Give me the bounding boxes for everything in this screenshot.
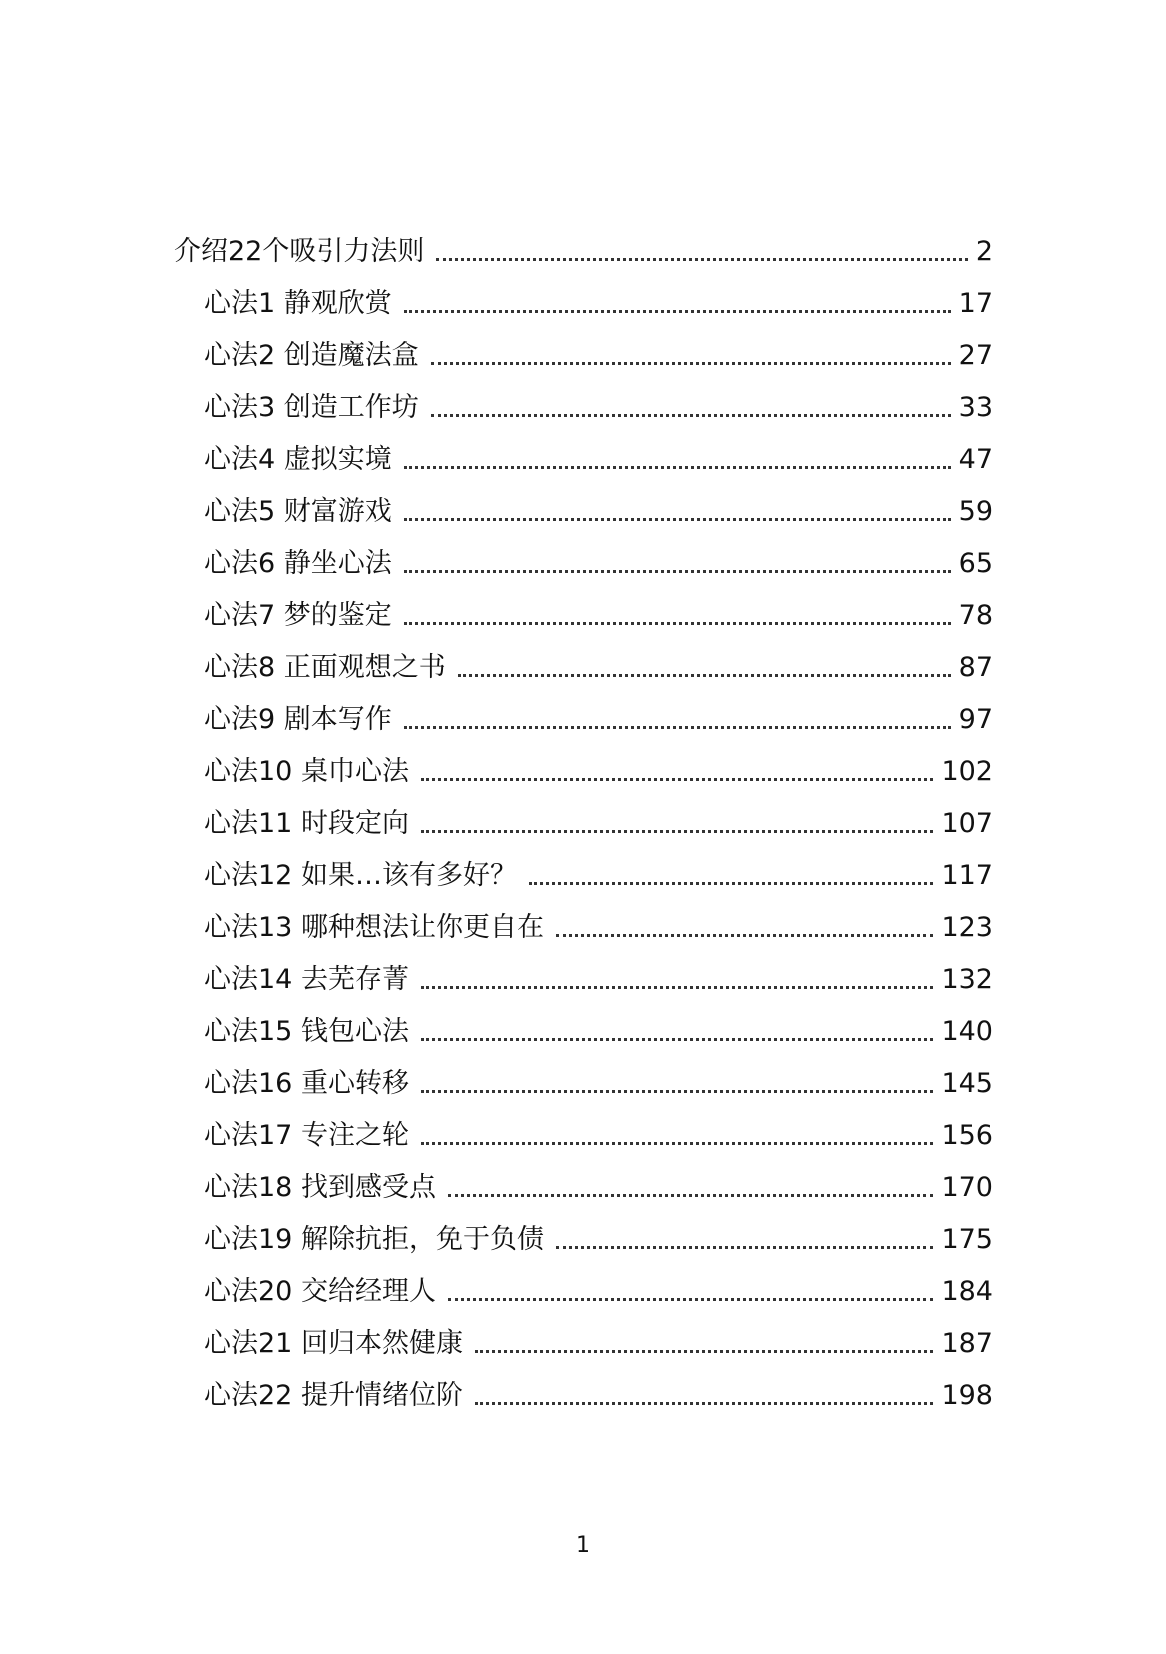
toc-entry-title: 心法19 解除抗拒，免于负债	[204, 1224, 544, 1255]
toc-entry[interactable]	[204, 694, 993, 746]
dot-leader	[421, 986, 934, 989]
toc-entry[interactable]	[204, 1110, 993, 1162]
toc-entry-page-number: 27	[958, 340, 993, 371]
toc-entry[interactable]	[204, 1214, 993, 1266]
toc-entry[interactable]	[204, 1266, 993, 1318]
toc-entry[interactable]	[204, 1162, 993, 1214]
toc-entry-page-number: 175	[941, 1224, 993, 1255]
toc-entry[interactable]	[204, 382, 993, 434]
dot-leader	[404, 622, 951, 625]
dot-leader	[421, 1090, 934, 1093]
toc-entry-page-number: 123	[941, 912, 993, 943]
dot-leader	[475, 1402, 934, 1405]
toc-entry-title: 心法22 提升情绪位阶	[204, 1380, 463, 1411]
dot-leader	[448, 1194, 934, 1197]
toc-entry-title: 心法21 回归本然健康	[204, 1328, 463, 1359]
toc-entry-title: 心法9 剧本写作	[204, 704, 392, 735]
dot-leader	[404, 466, 951, 469]
toc-entry-page-number: 117	[941, 860, 993, 891]
dot-leader	[556, 1246, 934, 1249]
toc-entry-page-number: 140	[941, 1016, 993, 1047]
toc-entry-page-number: 2	[975, 236, 993, 267]
toc-entry[interactable]	[204, 1318, 993, 1370]
toc-entry-page-number: 132	[941, 964, 993, 995]
toc-entry-title: 心法10 桌巾心法	[204, 756, 409, 787]
toc-entry[interactable]	[204, 902, 993, 954]
dot-leader	[404, 310, 951, 313]
toc-entry-title: 心法7 梦的鉴定	[204, 600, 392, 631]
toc-entry[interactable]	[204, 434, 993, 486]
toc-entry-title: 心法6 静坐心法	[204, 548, 392, 579]
toc-entry-title: 心法11 时段定向	[204, 808, 409, 839]
toc-entry-page-number: 156	[941, 1120, 993, 1151]
toc-entry[interactable]	[204, 798, 993, 850]
toc-entry-title: 心法5 财富游戏	[204, 496, 392, 527]
toc-entry-page-number: 198	[941, 1380, 993, 1411]
dot-leader	[529, 882, 934, 885]
toc-entry[interactable]	[204, 954, 993, 1006]
toc-entry[interactable]	[204, 1370, 993, 1422]
toc-entry-page-number: 59	[958, 496, 993, 527]
toc-entry[interactable]	[204, 590, 993, 642]
toc-entry-title: 心法16 重心转移	[204, 1068, 409, 1099]
dot-leader	[458, 674, 951, 677]
toc-entry-page-number: 184	[941, 1276, 993, 1307]
toc-entry[interactable]	[204, 538, 993, 590]
toc-entry-title: 心法18 找到感受点	[204, 1172, 436, 1203]
toc-entry-title: 心法3 创造工作坊	[204, 392, 419, 423]
toc-entry-page-number: 78	[958, 600, 993, 631]
toc-entry-title: 心法12 如果…该有多好？	[204, 860, 517, 891]
toc-entry-page-number: 87	[958, 652, 993, 683]
dot-leader	[421, 1038, 934, 1041]
dot-leader	[421, 778, 934, 781]
toc-entry[interactable]	[204, 1006, 993, 1058]
toc-entry[interactable]	[204, 330, 993, 382]
dot-leader	[448, 1298, 934, 1301]
dot-leader	[404, 518, 951, 521]
dot-leader	[475, 1350, 934, 1353]
toc-entry-page-number: 47	[958, 444, 993, 475]
toc-entry-page-number: 102	[941, 756, 993, 787]
toc-entry-title: 介绍22个吸引力法则	[174, 236, 425, 267]
toc-entry[interactable]	[204, 278, 993, 330]
dot-leader	[404, 570, 951, 573]
toc-entry-page-number: 145	[941, 1068, 993, 1099]
toc-entry-title: 心法1 静观欣赏	[204, 288, 392, 319]
toc-entry-title: 心法8 正面观想之书	[204, 652, 446, 683]
toc-entry-title: 心法4 虚拟实境	[204, 444, 392, 475]
toc-entry-title: 心法14 去芜存菁	[204, 964, 409, 995]
table-of-contents	[0, 226, 1166, 1422]
toc-entry-page-number: 65	[958, 548, 993, 579]
dot-leader	[431, 414, 951, 417]
toc-entry-page-number: 187	[941, 1328, 993, 1359]
toc-entry-title: 心法13 哪种想法让你更自在	[204, 912, 544, 943]
toc-entry[interactable]	[204, 486, 993, 538]
toc-entry-page-number: 33	[958, 392, 993, 423]
dot-leader	[421, 1142, 934, 1145]
toc-entry-intro[interactable]	[174, 226, 993, 278]
toc-entry-title: 心法15 钱包心法	[204, 1016, 409, 1047]
dot-leader	[404, 726, 951, 729]
toc-entry[interactable]	[204, 642, 993, 694]
toc-entry[interactable]	[204, 1058, 993, 1110]
toc-entry-title: 心法17 专注之轮	[204, 1120, 409, 1151]
dot-leader	[556, 934, 934, 937]
toc-entry-page-number: 17	[958, 288, 993, 319]
dot-leader	[421, 830, 934, 833]
toc-entry-page-number: 97	[958, 704, 993, 735]
toc-entry-page-number: 107	[941, 808, 993, 839]
toc-entry-title: 心法20 交给经理人	[204, 1276, 436, 1307]
dot-leader	[431, 362, 951, 365]
toc-entry[interactable]	[204, 850, 993, 902]
page-number-footer: 1	[576, 1533, 590, 1558]
toc-entry-title: 心法2 创造魔法盒	[204, 340, 419, 371]
dot-leader	[436, 258, 967, 261]
toc-entry[interactable]	[204, 746, 993, 798]
toc-entry-page-number: 170	[941, 1172, 993, 1203]
